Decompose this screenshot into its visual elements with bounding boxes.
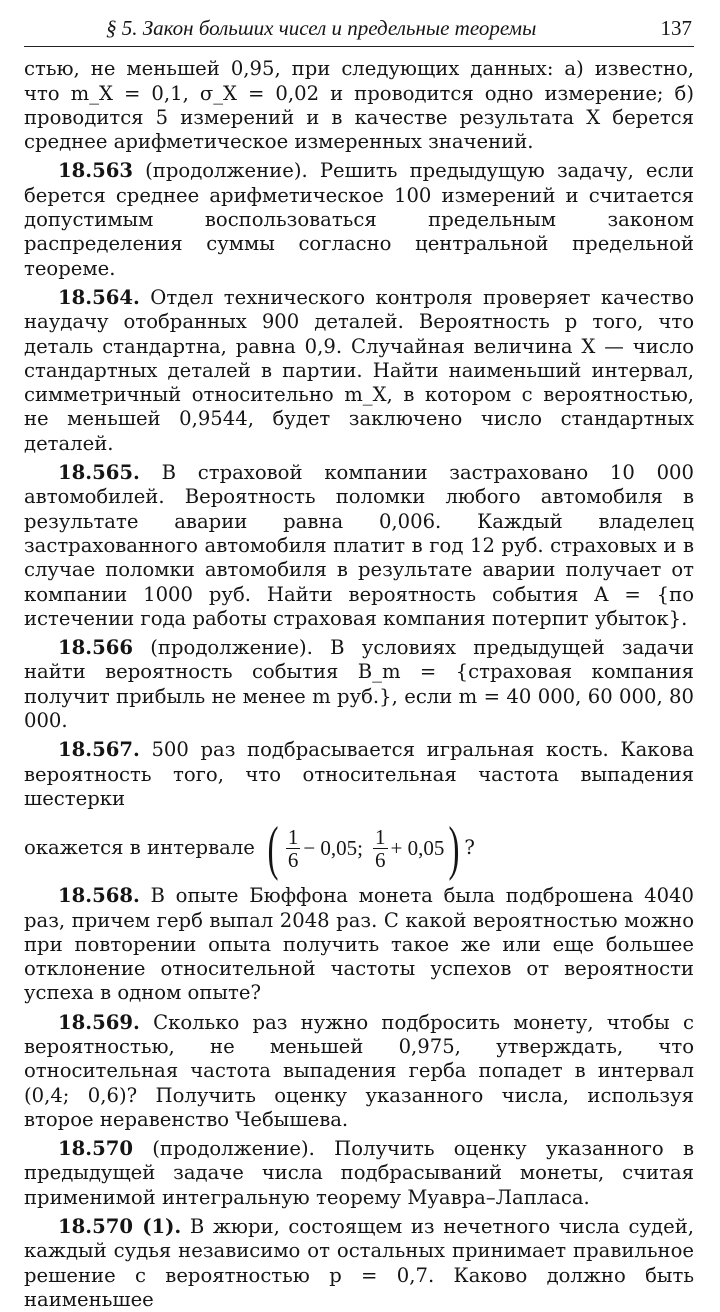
problem-number: 18.563	[58, 159, 133, 183]
upper-bound-expr: + 0,05	[390, 836, 445, 861]
problem-suffix: (продолжение).	[152, 1137, 315, 1161]
problem-18-568	[24, 884, 694, 1005]
problem-text: Сколько раз нужно подбросить монету, чтобы с вероятностью, не меньшей 0,975, утверждать, что относительная частота выпадения герба попадет в интервал (0,4; 0,6)? Получить оценку указанного числа, используя второе неравенство Чебышева.	[24, 1010, 695, 1131]
question-mark: ?	[464, 836, 475, 860]
lower-bound-expr: − 0,05;	[303, 836, 364, 861]
problem-18-566	[24, 636, 694, 733]
problem-number: 18.564.	[58, 285, 140, 309]
numerator: 1	[287, 824, 299, 849]
problem-text: Отдел технического контроля проверяет качество наудачу отобранных 900 деталей. Вероятность p того, что деталь стандартна, равна 0,9. Случайная величина X — число стандартных деталей в партии. Найти наименьший интервал, симметричный относительно m_X, в котором с вероятностью, не меньшей 0,9544, будет заключено число стандартных деталей.	[24, 285, 694, 455]
problem-number: 18.569.	[58, 1010, 140, 1034]
fraction-one-sixth	[286, 826, 301, 871]
continuation-paragraph: стью, не меньшей 0,95, при следующих данных: а) известно, что m_X = 0,1, σ_X = 0,02 и проводится одно измерение; б) проводится 5 измерений и в качестве результата X берется среднее арифметическое измеренных значений.	[24, 57, 694, 154]
problem-18-569	[24, 1011, 694, 1132]
problem-text: В условиях предыдущей задачи найти вероятность события B_m = {страховая компания получит прибыль не менее m руб.}, если m = 40 000, 60 000, 80 000.	[24, 636, 695, 733]
problem-number: 18.568.	[58, 884, 140, 908]
problem-18-570-1	[24, 1215, 694, 1312]
interval-formula	[24, 815, 694, 882]
problem-number: 18.566	[58, 636, 133, 660]
interval-label: окажется в интервале	[24, 836, 255, 860]
denominator: 6	[287, 847, 299, 872]
problem-number: 18.567.	[58, 738, 140, 762]
problem-number: 18.570	[58, 1137, 133, 1161]
problem-text: Решить предыдущую задачу, если берется среднее арифметическое 100 измерений и считается допустимым воспользоваться предельным законом распределения суммы согласно центральной предельной теореме.	[24, 159, 695, 280]
page-number: 137	[660, 16, 692, 40]
fraction-one-sixth	[373, 826, 388, 871]
problem-text: 500 раз подбрасывается игральная кость. Какова вероятность того, что относительная частота выпадения шестерки	[24, 738, 695, 810]
problem-18-564	[24, 286, 694, 456]
problem-18-563	[24, 159, 694, 280]
problem-18-567	[24, 738, 694, 811]
problem-suffix: (продолжение).	[150, 636, 313, 660]
problem-number: 18.570 (1).	[58, 1215, 182, 1239]
problem-suffix: (продолжение).	[145, 159, 308, 183]
problem-18-570	[24, 1137, 694, 1210]
running-head	[24, 16, 694, 47]
left-paren: (	[267, 815, 279, 882]
problem-text: Получить оценку указанного в предыдущей задаче числа подбрасываний монеты, считая применимой интегральную теорему Муавра–Лапласа.	[24, 1137, 694, 1209]
problem-18-565	[24, 461, 694, 631]
numerator: 1	[375, 824, 386, 849]
right-paren: )	[448, 815, 460, 882]
denominator: 6	[375, 847, 386, 872]
problem-text: В жюри, состоящем из нечетного числа судей, каждый судья независимо от остальных принимает правильное решение с вероятностью p = 0,7. Каково должно быть наименьшее	[24, 1215, 695, 1311]
section-title: § 5. Закон больших чисел и предельные теоремы	[106, 16, 537, 40]
problem-text: В страховой компании застраховано 10 000 автомобилей. Вероятность поломки любого автомобиля в результате аварии равна 0,006. Каждый владелец застрахованного автомобиля платит в год 12 руб. страховых и в случае поломки автомобиля в результате аварии получает от компании 1000 руб. Найти вероятность события A = {по истечении года работы страховая компания потерпит убыток}.	[24, 461, 694, 630]
problem-text: В опыте Бюффона монета была подброшена 4040 раз, причем герб выпал 2048 раз. С какой вероятностью можно при повторении опыта получить такое же или еще большее отклонение относительной частоты успехов от вероятности успеха в одном опыте?	[24, 884, 694, 1005]
problem-number: 18.565.	[58, 461, 140, 485]
